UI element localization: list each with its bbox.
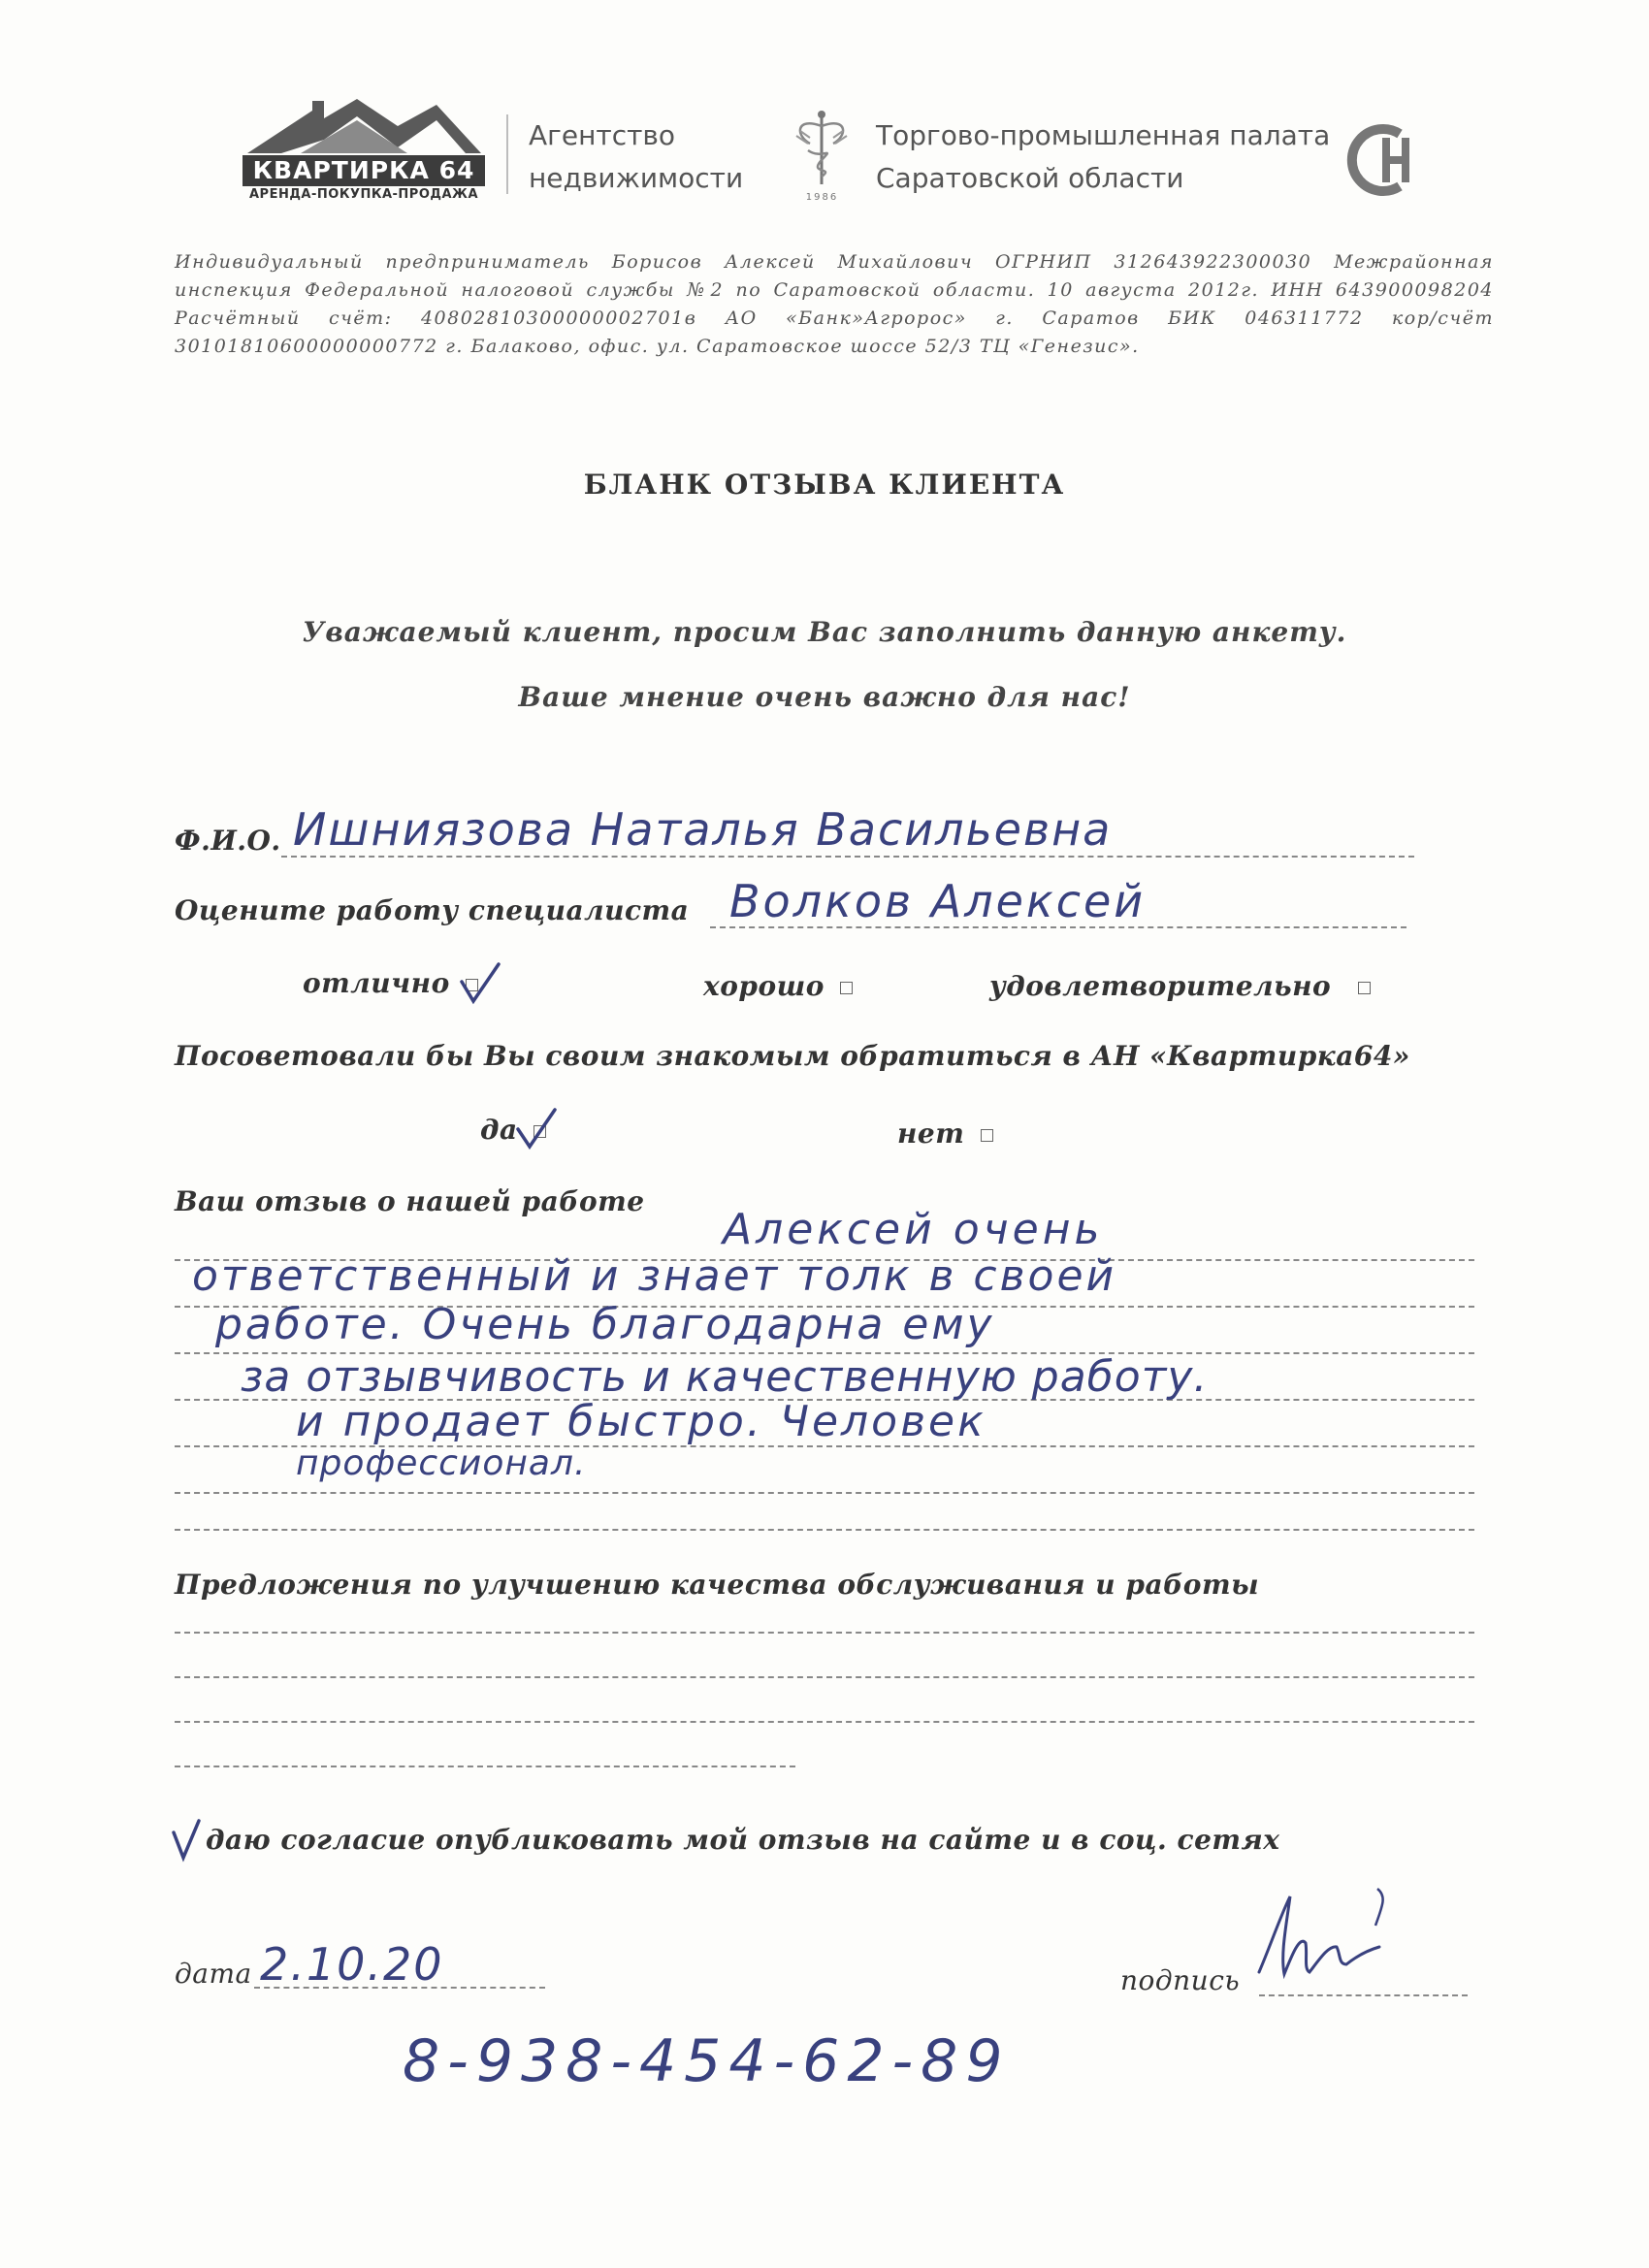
- phone-number: 8-938-454-62-89: [403, 2027, 1011, 2095]
- specialist-label: Оцените работу специалиста: [175, 894, 690, 926]
- recommend-yes-label: да: [480, 1114, 518, 1146]
- rating-excellent-label: отлично: [303, 967, 450, 999]
- chamber-emblem: [791, 107, 854, 209]
- specialist-input[interactable]: Волков Алексей: [729, 875, 1147, 927]
- review-text-line: работе. Очень благодарна ему: [215, 1300, 995, 1349]
- fio-label: Ф.И.О.: [175, 825, 281, 857]
- signature-underline: [1259, 1994, 1468, 1996]
- review-line: [175, 1492, 1474, 1494]
- caduceus-icon: [791, 107, 854, 189]
- consent-label: даю согласие опубликовать мой отзыв на сайте и в соц. сетях: [206, 1824, 1280, 1856]
- suggestions-textarea[interactable]: [175, 1620, 1474, 1785]
- chamber-line-1: Торгово-промышленная палата: [876, 119, 1331, 151]
- review-text-line: Алексей очень: [723, 1205, 1104, 1254]
- rating-good-option[interactable]: [703, 970, 853, 1002]
- check-mark-icon: [456, 960, 504, 1009]
- suggestions-line: [175, 1766, 795, 1767]
- rating-satisfactory-label: удовлетворительно: [989, 970, 1332, 1002]
- intro-line-1: Уважаемый клиент, просим Вас заполнить данную анкету.: [302, 616, 1347, 648]
- suggestions-line: [175, 1632, 1474, 1634]
- check-mark-icon: [512, 1106, 561, 1154]
- rating-satisfactory-option[interactable]: [989, 970, 1371, 1002]
- review-text-line: ответственный и знает толк в своей: [192, 1251, 1117, 1301]
- date-input[interactable]: 2.10.20: [260, 1938, 444, 1991]
- date-label: дата: [175, 1958, 252, 1990]
- review-text-line: профессионал.: [296, 1443, 587, 1483]
- signature-label: подпись: [1120, 1964, 1241, 1996]
- chamber-year: 1986: [805, 192, 839, 203]
- review-label: Ваш отзыв о нашей работе: [175, 1185, 645, 1217]
- chamber-line-2: Саратовской области: [876, 162, 1184, 194]
- agency-logo: [242, 97, 485, 204]
- rating-good-checkbox[interactable]: [840, 982, 853, 994]
- recommend-no-checkbox[interactable]: [981, 1129, 993, 1142]
- rating-good-label: хорошо: [703, 970, 824, 1002]
- review-text-line: за отзывчивость и качественную работу.: [241, 1352, 1209, 1402]
- chamber-caption: [876, 114, 1330, 200]
- rating-excellent-option[interactable]: [303, 967, 478, 999]
- review-text-line: и продает быстро. Человек: [296, 1397, 986, 1446]
- suggestions-line: [175, 1676, 1474, 1678]
- house-roof-icon: [242, 97, 485, 157]
- recommend-question: Посоветовали бы Вы своим знакомым обратиться в АН «Квартирка64»: [175, 1040, 1410, 1072]
- form-title: БЛАНК ОТЗЫВА КЛИЕНТА: [583, 469, 1066, 501]
- rating-satisfactory-checkbox[interactable]: [1358, 982, 1371, 994]
- logo-name: КВАРТИРКА 64: [242, 155, 485, 186]
- recommend-no-label: нет: [897, 1118, 965, 1150]
- fio-input[interactable]: Ишниязова Наталья Васильевна: [293, 803, 1113, 856]
- chamber-logo-icon: [1343, 116, 1416, 204]
- fio-underline: [281, 856, 1414, 858]
- consent-checkbox[interactable]: [170, 1819, 209, 1863]
- company-requisites: Индивидуальный предприниматель Борисов Алексей Михайлович ОГРНИП 312643922300030 Межрайонная инспекция Федеральной налоговой службы №2 по Саратовской области. 10 августа 2012г. ИНН 643900098204 Расчётный счёт: 40802810300000002701в АО «Банк»Агророс» г. Саратов БИК 046311772 кор/счёт 30101810600000000772 г. Балаково, офис. ул. Саратовское шоссе 52/3 ТЦ «Генезис».: [175, 251, 1494, 357]
- handwritten-signature[interactable]: [1251, 1887, 1387, 1989]
- agency-line-2: недвижимости: [529, 162, 744, 194]
- logo-tagline: АРЕНДА-ПОКУПКА-ПРОДАЖА: [249, 187, 478, 202]
- review-line: [175, 1529, 1474, 1531]
- agency-caption: [529, 114, 743, 200]
- intro-line-2: Ваше мнение очень важно для нас!: [518, 681, 1131, 713]
- agency-line-1: Агентство: [529, 119, 676, 151]
- suggestions-label: Предложения по улучшению качества обслуживания и работы: [175, 1569, 1260, 1601]
- suggestions-line: [175, 1721, 1474, 1723]
- recommend-no-option[interactable]: [897, 1118, 993, 1150]
- header-divider: [506, 114, 508, 194]
